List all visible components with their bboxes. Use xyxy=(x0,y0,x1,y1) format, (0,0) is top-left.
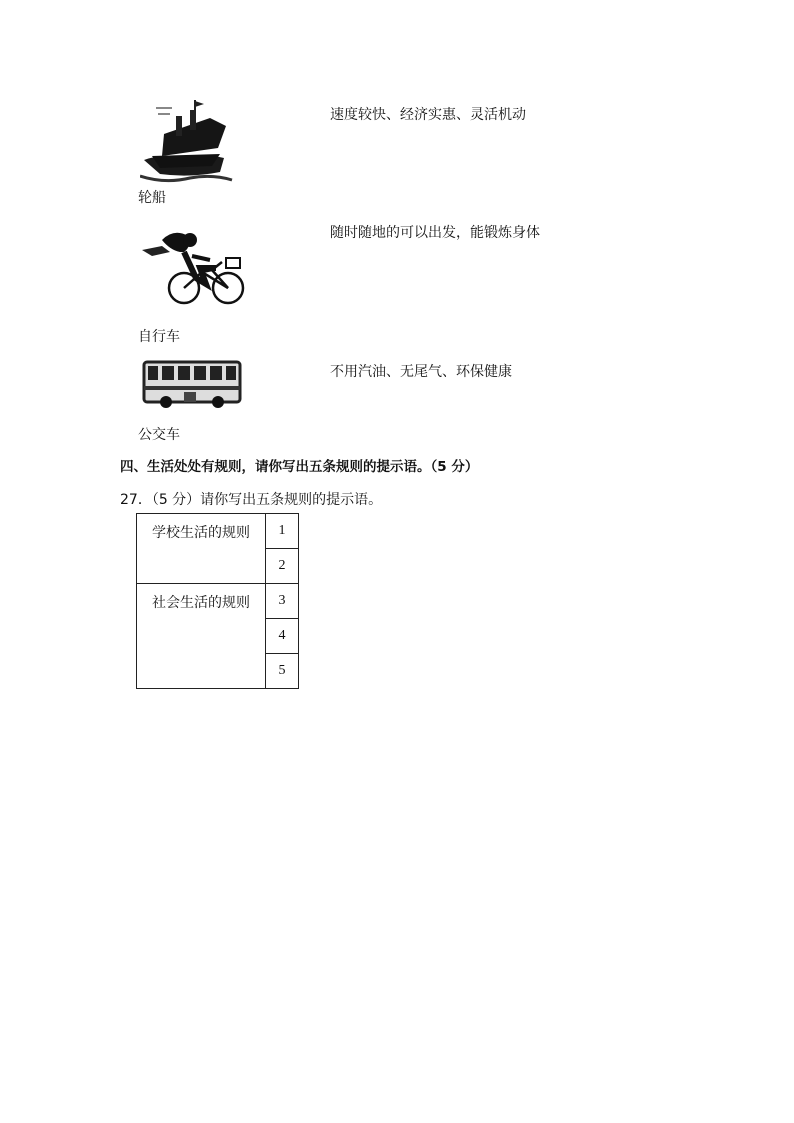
rule-number: 4 xyxy=(266,619,299,654)
vehicle-name: 公交车 xyxy=(138,427,180,443)
society-rules-label: 社会生活的规则 xyxy=(137,584,266,689)
rule-number: 3 xyxy=(266,584,299,619)
rule-number: 1 xyxy=(266,514,299,549)
ship-icon xyxy=(140,98,235,186)
rule-number: 5 xyxy=(266,654,299,689)
vehicle-feature: 随时随地的可以出发，能锻炼身体 xyxy=(330,225,540,241)
vehicle-name: 自行车 xyxy=(138,329,180,345)
rules-table xyxy=(136,513,299,689)
school-rules-label: 学校生活的规则 xyxy=(137,514,266,584)
vehicle-feature: 不用汽油、无尾气、环保健康 xyxy=(330,364,512,380)
section-heading: 四、生活处处有规则，请你写出五条规则的提示语。（5 分） xyxy=(120,459,479,475)
bicycle-icon xyxy=(140,222,248,308)
question-text: 27．（5 分）请你写出五条规则的提示语。 xyxy=(120,492,383,508)
vehicle-name: 轮船 xyxy=(138,190,166,206)
vehicle-feature: 速度较快、经济实惠、灵活机动 xyxy=(330,107,526,123)
bus-icon xyxy=(140,358,244,414)
rule-number: 2 xyxy=(266,549,299,584)
